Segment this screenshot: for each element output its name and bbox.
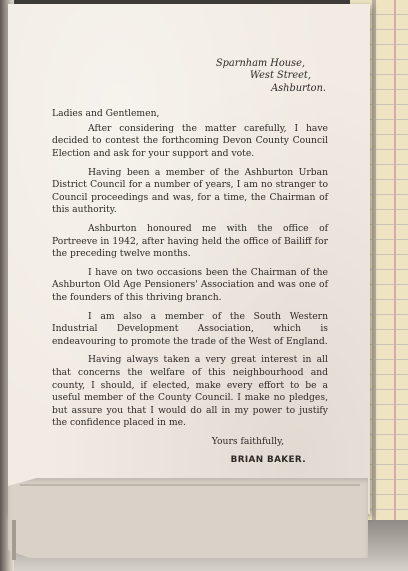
letter-body [52,58,328,467]
paragraph: I am also a member of the South Western Industrial Development Association, which is endeavouring to promote the trade of the West of England. [52,310,328,347]
paragraph: After considering the matter carefully, I have decided to contest the forthcoming Devon County Council Election and ask for your support and vote. [52,122,328,159]
paragraph: Having always taken a very great interest in all that concerns the welfare of this neighbourhood and county, I should, if elected, make every effort to be a useful member of the County Council. I make no pledges, but assure you that I would do all in my power to justify the confidence placed in me. [52,354,328,429]
paragraph: Having been a member of the Ashburton Urban District Council for a number of years, I am no stranger to Council proceedings and was, for a time, the Chairman of this authority. [52,166,328,216]
sender-address [52,58,326,95]
address-line: Sparnham House, [215,58,305,69]
address-line: West Street, [249,70,311,82]
notebook-edge [372,0,376,571]
address-line: Ashburton. [271,82,326,94]
fold-crease [20,484,360,486]
closing: Yours faithfully, [211,435,284,447]
paragraph: Ashburton honoured me with the office of Portreeve in 1942, after having held the office of Bailiff for the preceding twelve months. [52,222,328,260]
folded-flap [8,478,368,558]
salutation: Ladies and Gentlemen, [52,108,160,120]
signature: BRIAN BAKER. [230,455,306,466]
paragraph: I have on two occasions been the Chairman of the Ashburton Old Age Pensioners' Association and was one of the founders of this thriving branch. [52,266,328,303]
fold-crease-side [12,520,16,560]
